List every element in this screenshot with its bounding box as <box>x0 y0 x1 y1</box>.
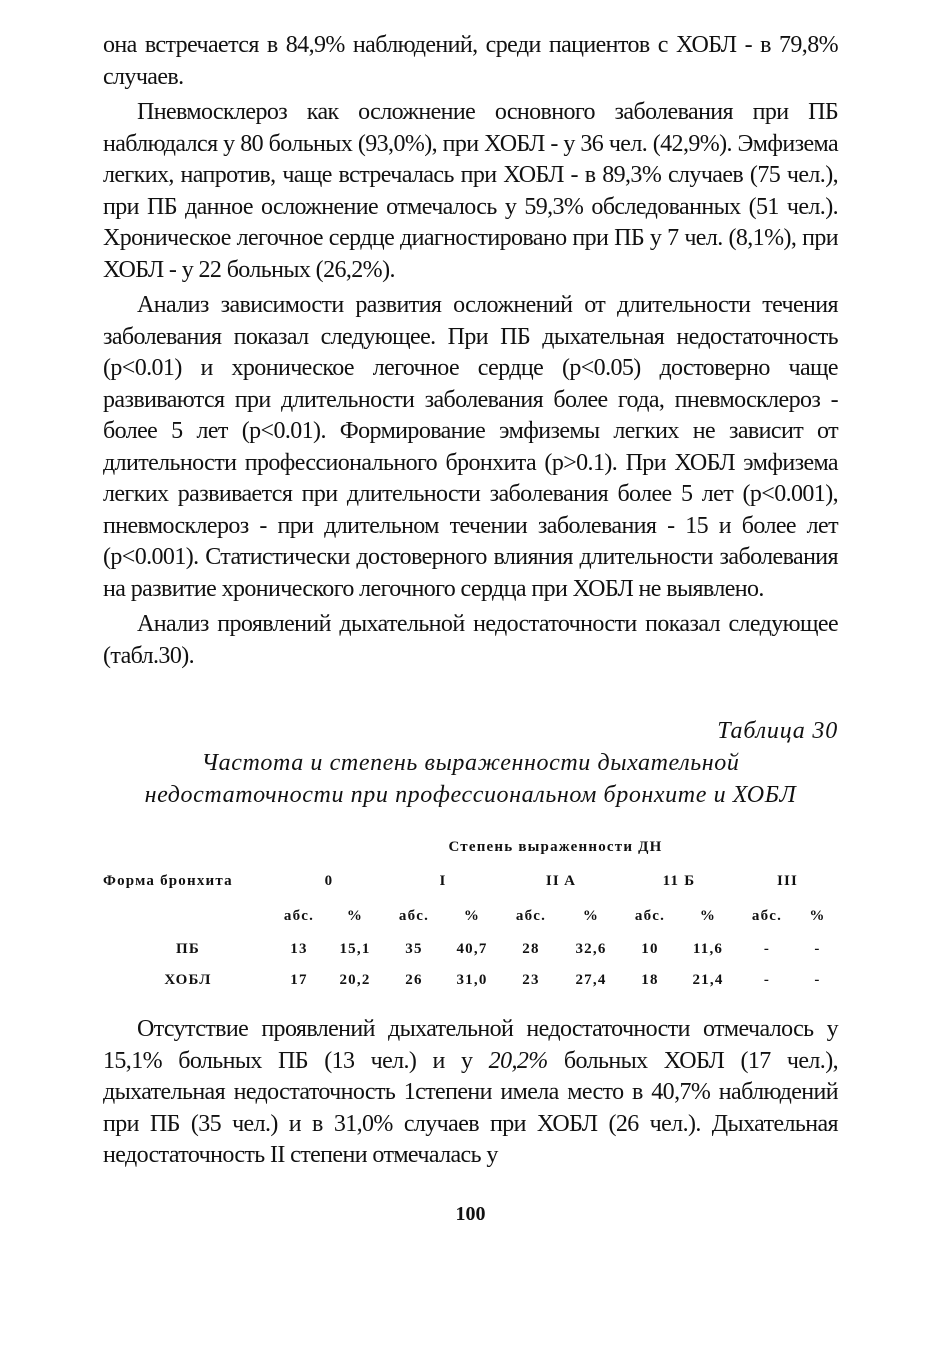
page-body <box>103 30 838 1172</box>
table-cell: - <box>763 941 771 957</box>
paragraph-text: больных ХОБЛ (17 чел.), дыхательная недостаточность 1степени имела место в 40,7% наблюдений при ПБ (35 чел.) и в 31,0% случаев при ХОБЛ (26 чел.). Дыхательная недостаточность II степени отмечалась у <box>103 1047 838 1168</box>
table-cell: - <box>763 972 771 988</box>
italic-value: 20,2% <box>488 1047 548 1074</box>
unit-header: % <box>346 907 364 924</box>
paragraph-continuation: она встречается в 84,9% наблюдений, среди пациентов с ХОБЛ - в 79,8% случаев. <box>103 32 838 90</box>
table-cell: 32,6 <box>575 941 607 957</box>
row-label: ПБ <box>176 941 200 957</box>
unit-header: абс. <box>515 907 547 924</box>
degree-2a-header: II A <box>545 872 577 889</box>
page-number: 100 <box>455 1203 486 1225</box>
degree-2b-header: 11 Б <box>662 872 696 889</box>
table-degree-row <box>103 864 838 898</box>
paragraph-dn-frequency <box>103 1014 838 1172</box>
degree-0-header: 0 <box>324 872 334 889</box>
unit-header: % <box>699 907 717 924</box>
table-cell: 26 <box>405 972 423 988</box>
table-cell: 21,4 <box>692 972 724 988</box>
table-cell: 17 <box>290 972 308 988</box>
table-cell: 10 <box>641 941 659 957</box>
table-cell: 31,0 <box>456 972 488 988</box>
table-cell: - <box>814 972 821 988</box>
table-caption-line-2: недостаточности при профессиональном бронхите и ХОБЛ <box>144 782 797 808</box>
table-cell: 20,2 <box>339 972 371 988</box>
unit-header: % <box>809 907 826 924</box>
table-cell: 23 <box>522 972 540 988</box>
table-cell: 28 <box>522 941 540 957</box>
table-cell: - <box>814 941 821 957</box>
table-cell: 35 <box>405 941 423 957</box>
row-label: ХОБЛ <box>164 972 212 988</box>
paragraph-text: Отсутствие проявлений дыхательной недостаточности отмечалось у 15,1% больных ПБ (13 чел.) и у <box>103 1016 838 1074</box>
paragraph-table-intro: Анализ проявлений дыхательной недостаточности показал следующее (табл.30). <box>103 611 838 669</box>
unit-header: абс. <box>283 907 315 924</box>
table-cell: 27,4 <box>575 972 607 988</box>
dn-degree-header: Степень выраженности ДН <box>448 839 663 855</box>
table-unit-row <box>103 898 838 934</box>
unit-header: абс. <box>398 907 430 924</box>
table-cell: 40,7 <box>456 941 488 957</box>
form-header: Форма бронхита <box>103 872 233 889</box>
unit-header: абс. <box>751 907 783 924</box>
table-caption-line-1: Частота и степень выраженности дыхательной <box>201 750 740 776</box>
table-label: Таблица 30 <box>717 718 838 744</box>
unit-header: % <box>582 907 600 924</box>
respiratory-failure-table <box>103 831 838 996</box>
unit-header: % <box>463 907 481 924</box>
paragraph-duration-analysis: Анализ зависимости развития осложнений от длительности течения заболевания показал следующее. При ПБ дыхательная недостаточность (p<0.01) и хроническое легочное сердце (p<0.05) достоверно чаще развиваются при длительности заболевания более года, пневмосклероз - более 5 лет (p<0.01). Формирование эмфиземы легких не зависит от длительности профессионального бронхита (p>0.1). При ХОБЛ эмфизема легких развивается при длительности заболевания более 5 лет (p<0.001), пневмосклероз - при длительном течении заболевания - 15 и более лет (p<0.001). Статистически достоверного влияния длительности заболевания на развитие хронического легочного сердца при ХОБЛ не выявлено. <box>103 292 838 602</box>
paragraph-pneumosclerosis: Пневмосклероз как осложнение основного заболевания при ПБ наблюдался у 80 больных (93,0%), при ХОБЛ - у 36 чел. (42,9%). Эмфизема легких, напротив, чаще встречалась при ХОБЛ - в 89,3% случаев (75 чел.), при ПБ данное осложнение отмечалось у 59,3% обследованных (51 чел.). Хроническое легочное сердце диагностировано при ПБ у 7 чел. (8,1%), при ХОБЛ - у 22 больных (26,2%). <box>103 99 838 283</box>
table-row-copd <box>103 965 838 996</box>
unit-header: абс. <box>634 907 666 924</box>
table-cell: 18 <box>641 972 659 988</box>
degree-3-header: III <box>776 872 799 889</box>
table-cell: 15,1 <box>339 941 371 957</box>
table-cell: 13 <box>290 941 308 957</box>
table-row-pb <box>103 934 838 965</box>
table-group-header-row <box>103 831 838 864</box>
degree-1-header: I <box>439 872 447 889</box>
table-cell: 11,6 <box>692 941 724 957</box>
